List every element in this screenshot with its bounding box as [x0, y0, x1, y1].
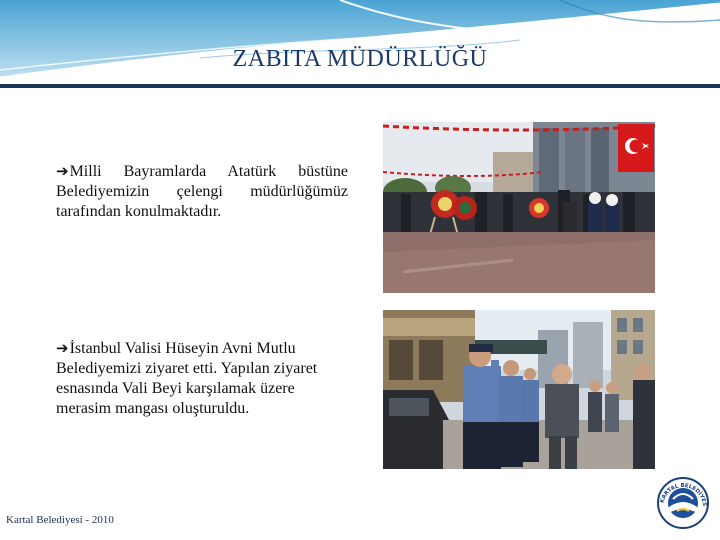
header-decoration	[0, 0, 720, 88]
right-arrow-icon: ➔	[56, 339, 69, 357]
governor-visit-photo	[383, 310, 655, 469]
title-divider	[0, 84, 720, 88]
list-item	[56, 161, 348, 222]
page-title: ZABITA MÜDÜRLÜĞÜ	[232, 46, 488, 72]
list-item	[56, 338, 352, 419]
footer-text: Kartal Belediyesi - 2010	[6, 514, 114, 526]
wreath-ceremony-photo	[383, 122, 655, 293]
right-arrow-icon: ➔	[56, 162, 69, 180]
item-text: Milli Bayramlarda Atatürk büstüne Belediyemizin çelengi müdürlüğümüz tarafından konulmaktadır.	[56, 163, 348, 220]
item-text: İstanbul Valisi Hüseyin Avni Mutlu Belediyemizi ziyaret etti. Yapılan ziyaret esnasında Vali Beyi karşılamak üzere merasim mangası oluşturuldu.	[56, 340, 318, 417]
kartal-belediyesi-logo	[657, 477, 709, 529]
svg-text:KARTAL BELEDİYESİ: KARTAL BELEDİYES	[659, 482, 708, 507]
